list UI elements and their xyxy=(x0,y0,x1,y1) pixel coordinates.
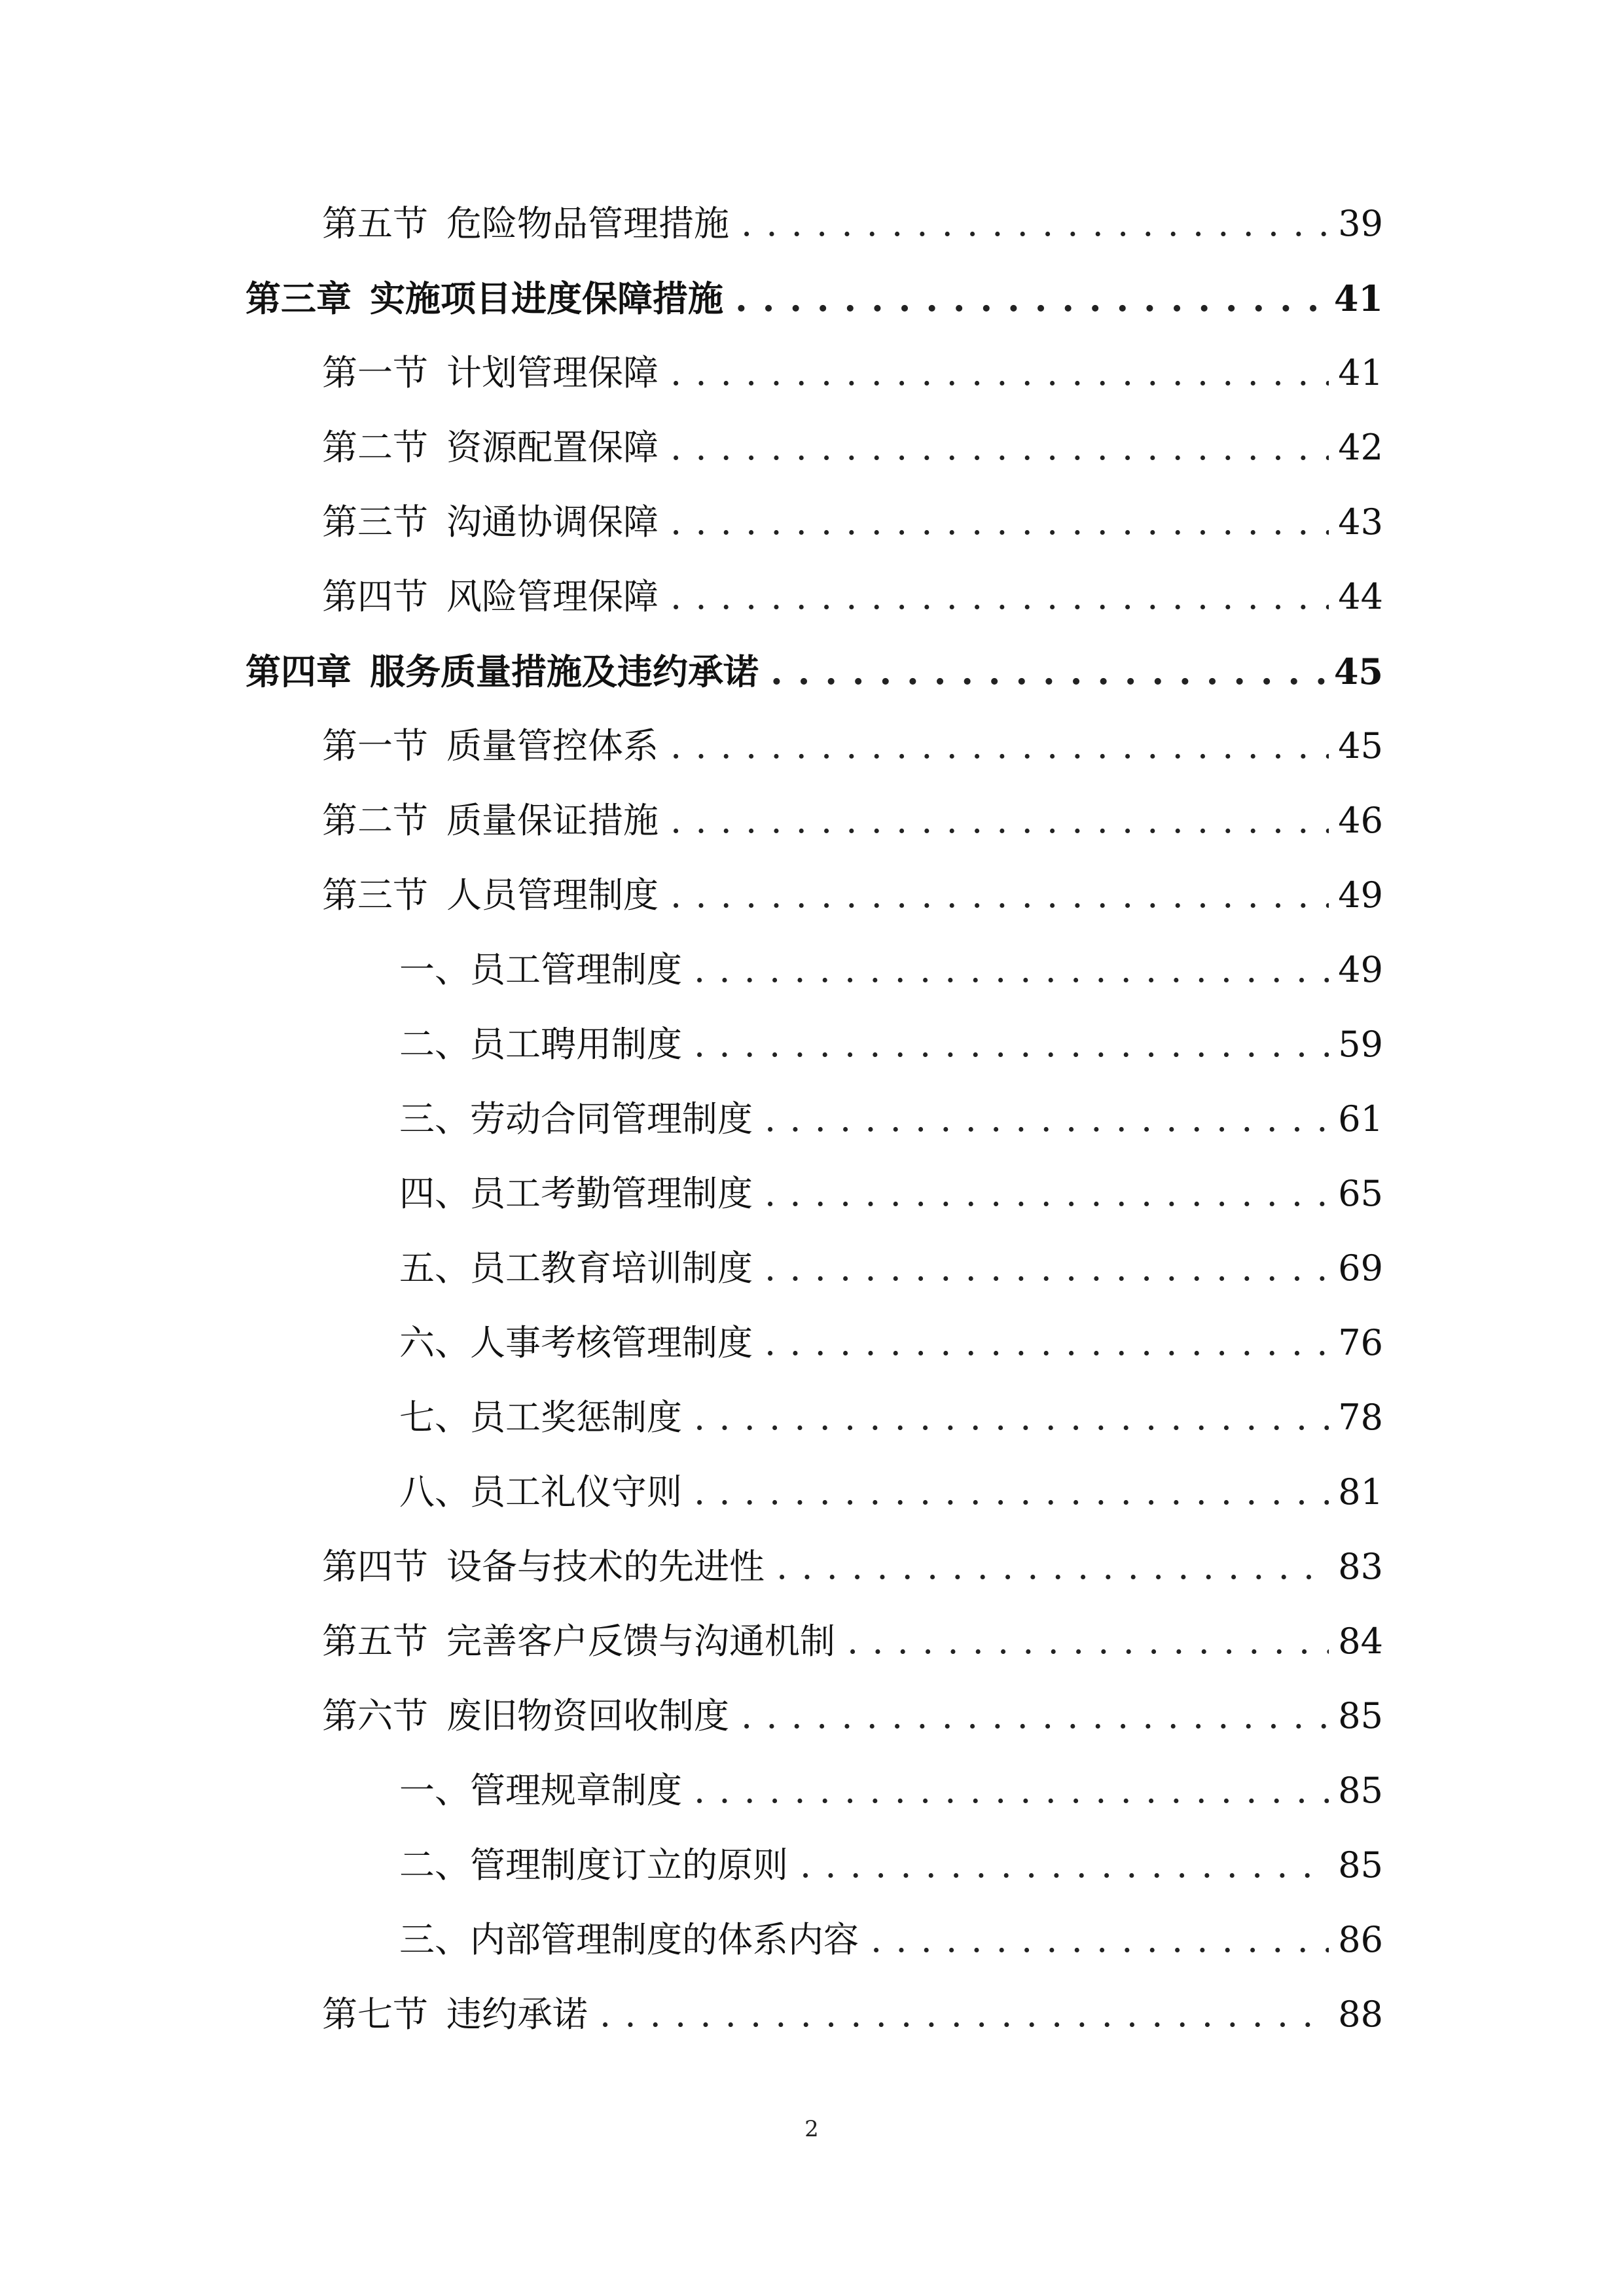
toc-entry-label xyxy=(322,1615,835,1668)
toc-entry-page: 83 xyxy=(1338,1546,1383,1587)
toc-entry-title: 违约承诺 xyxy=(446,1994,588,2035)
toc-entry-number: 第七节 xyxy=(322,1994,428,2035)
toc-subsection-entry[interactable] xyxy=(399,1242,1383,1295)
toc-entry-page: 85 xyxy=(1338,1770,1383,1811)
toc-dot-leader xyxy=(765,1317,1329,1369)
toc-subsection-entry[interactable] xyxy=(399,1914,1383,1966)
toc-subsection-entry[interactable] xyxy=(399,1317,1383,1369)
toc-entry-label xyxy=(322,347,659,399)
toc-section-entry[interactable] xyxy=(322,571,1383,623)
toc-section-entry[interactable] xyxy=(322,1988,1383,2041)
toc-entry-page: 49 xyxy=(1338,949,1383,990)
toc-dot-leader xyxy=(694,1466,1329,1518)
toc-section-entry[interactable] xyxy=(322,347,1383,399)
toc-chapter-entry[interactable] xyxy=(245,645,1383,698)
toc-entry-title: 三、劳动合同管理制度 xyxy=(399,1098,753,1139)
toc-entry-title: 危险物品管理措施 xyxy=(446,203,729,244)
toc-dot-leader xyxy=(765,1168,1329,1220)
toc-entry-label xyxy=(399,944,682,996)
toc-entry-title: 质量管控体系 xyxy=(446,725,659,766)
toc-entry-title: 三、内部管理制度的体系内容 xyxy=(399,1919,859,1960)
toc-entry-number: 第一节 xyxy=(322,352,428,393)
toc-entry-label xyxy=(322,1988,588,2041)
toc-entry-page: 39 xyxy=(1338,203,1383,244)
toc-section-entry[interactable] xyxy=(322,720,1383,772)
toc-dot-leader xyxy=(871,1914,1329,1966)
toc-entry-page: 42 xyxy=(1338,427,1383,468)
toc-entry-label xyxy=(399,1317,753,1369)
toc-entry-title: 四、员工考勤管理制度 xyxy=(399,1173,753,1214)
toc-entry-page: 85 xyxy=(1338,1695,1383,1736)
toc-entry-title: 七、员工奖惩制度 xyxy=(399,1397,682,1438)
toc-entry-title: 实施项目进度保障措施 xyxy=(370,278,723,319)
toc-chapter-entry[interactable] xyxy=(245,272,1383,325)
toc-entry-label xyxy=(322,422,659,474)
toc-entry-page: 59 xyxy=(1338,1024,1383,1065)
toc-entry-title: 设备与技术的先进性 xyxy=(446,1546,765,1587)
toc-dot-leader xyxy=(600,1988,1329,2041)
toc-entry-page: 43 xyxy=(1338,501,1383,543)
toc-entry-page: 69 xyxy=(1338,1247,1383,1289)
toc-section-entry[interactable] xyxy=(322,869,1383,922)
toc-entry-page: 84 xyxy=(1338,1621,1383,1662)
toc-dot-leader xyxy=(847,1615,1329,1668)
toc-entry-page: 41 xyxy=(1338,352,1383,393)
toc-entry-number: 第六节 xyxy=(322,1695,428,1736)
toc-entry-label xyxy=(322,1690,729,1742)
toc-entry-title: 人员管理制度 xyxy=(446,874,659,916)
toc-dot-leader xyxy=(670,496,1329,548)
toc-entry-label xyxy=(322,720,659,772)
toc-entry-number: 第四节 xyxy=(322,1546,428,1587)
toc-subsection-entry[interactable] xyxy=(399,1018,1383,1071)
toc-entry-number: 第五节 xyxy=(322,203,428,244)
toc-entry-label xyxy=(322,869,659,922)
toc-entry-page: 44 xyxy=(1338,576,1383,617)
toc-entry-page: 61 xyxy=(1338,1098,1383,1139)
toc-entry-number: 第一节 xyxy=(322,725,428,766)
toc-entry-label xyxy=(399,1018,682,1071)
toc-section-entry[interactable] xyxy=(322,422,1383,474)
toc-entry-page: 76 xyxy=(1338,1322,1383,1363)
toc-entry-title: 一、员工管理制度 xyxy=(399,949,682,990)
toc-entry-number: 第四章 xyxy=(245,651,352,692)
toc-section-entry[interactable] xyxy=(322,795,1383,847)
toc-entry-label xyxy=(399,1765,682,1817)
toc-entry-title: 完善客户反馈与沟通机制 xyxy=(446,1621,835,1662)
toc-entry-title: 五、员工教育培训制度 xyxy=(399,1247,753,1289)
toc-dot-leader xyxy=(670,720,1329,772)
toc-subsection-entry[interactable] xyxy=(399,1765,1383,1817)
toc-entry-page: 88 xyxy=(1338,1994,1383,2035)
toc-entry-number: 第三章 xyxy=(245,278,352,319)
toc-entry-label xyxy=(322,198,729,250)
toc-section-entry[interactable] xyxy=(322,1690,1383,1742)
toc-entry-page: 45 xyxy=(1333,651,1383,692)
toc-entry-title: 一、管理规章制度 xyxy=(399,1770,682,1811)
toc-entry-page: 81 xyxy=(1338,1471,1383,1513)
toc-entry-number: 第三节 xyxy=(322,874,428,916)
toc-entry-label xyxy=(399,1914,859,1966)
toc-dot-leader xyxy=(670,422,1329,474)
toc-section-entry[interactable] xyxy=(322,496,1383,548)
toc-entry-label xyxy=(399,1168,753,1220)
toc-entry-label xyxy=(245,645,759,698)
toc-entry-title: 服务质量措施及违约承诺 xyxy=(370,651,759,692)
toc-entry-label xyxy=(399,1466,682,1518)
toc-entry-number: 第二节 xyxy=(322,800,428,841)
toc-section-entry[interactable] xyxy=(322,1615,1383,1668)
toc-entry-label xyxy=(399,1242,753,1295)
toc-entry-page: 45 xyxy=(1338,725,1383,766)
toc-subsection-entry[interactable] xyxy=(399,1466,1383,1518)
toc-dot-leader xyxy=(670,571,1329,623)
toc-entry-title: 二、管理制度订立的原则 xyxy=(399,1844,788,1886)
toc-entry-title: 沟通协调保障 xyxy=(446,501,659,543)
toc-dot-leader xyxy=(670,347,1329,399)
toc-entry-label xyxy=(399,1839,788,1892)
toc-entry-title: 质量保证措施 xyxy=(446,800,659,841)
toc-dot-leader xyxy=(670,869,1329,922)
toc-entry-page: 78 xyxy=(1338,1397,1383,1438)
toc-entry-title: 六、人事考核管理制度 xyxy=(399,1322,753,1363)
toc-entry-number: 第三节 xyxy=(322,501,428,543)
toc-entry-page: 41 xyxy=(1333,278,1383,319)
toc-entry-label xyxy=(322,795,659,847)
toc-subsection-entry[interactable] xyxy=(399,1093,1383,1145)
toc-entry-title: 八、员工礼仪守则 xyxy=(399,1471,682,1513)
toc-dot-leader xyxy=(741,1690,1329,1742)
toc-entry-page: 65 xyxy=(1338,1173,1383,1214)
page-number: 2 xyxy=(804,2116,819,2142)
toc-entry-title: 废旧物资回收制度 xyxy=(446,1695,729,1736)
toc-entry-label xyxy=(399,1093,753,1145)
toc-dot-leader xyxy=(770,645,1325,698)
toc-entry-page: 46 xyxy=(1338,800,1383,841)
toc-section-entry[interactable] xyxy=(322,1541,1383,1593)
toc-dot-leader xyxy=(694,944,1329,996)
toc-entry-page: 49 xyxy=(1338,874,1383,916)
toc-dot-leader xyxy=(800,1839,1329,1892)
toc-entry-page: 86 xyxy=(1338,1919,1383,1960)
toc-dot-leader xyxy=(741,198,1329,250)
toc-entry-label xyxy=(322,571,659,623)
toc-entry-title: 计划管理保障 xyxy=(446,352,659,393)
toc-subsection-entry[interactable] xyxy=(399,1839,1383,1892)
toc-dot-leader xyxy=(735,272,1325,325)
toc-subsection-entry[interactable] xyxy=(399,1168,1383,1220)
toc-entry-title: 资源配置保障 xyxy=(446,427,659,468)
toc-entry-label xyxy=(399,1391,682,1444)
toc-entry-number: 第五节 xyxy=(322,1621,428,1662)
toc-entry-title: 风险管理保障 xyxy=(446,576,659,617)
toc-dot-leader xyxy=(694,1765,1329,1817)
toc-dot-leader xyxy=(765,1093,1329,1145)
toc-dot-leader xyxy=(765,1242,1329,1295)
toc-subsection-entry[interactable] xyxy=(399,1391,1383,1444)
toc-entry-number: 第四节 xyxy=(322,576,428,617)
toc-entry-label xyxy=(322,496,659,548)
toc-entry-page: 85 xyxy=(1338,1844,1383,1886)
toc-dot-leader xyxy=(670,795,1329,847)
toc-dot-leader xyxy=(694,1018,1329,1071)
toc-entry-title: 二、员工聘用制度 xyxy=(399,1024,682,1065)
toc-dot-leader xyxy=(694,1391,1329,1444)
toc-subsection-entry[interactable] xyxy=(399,944,1383,996)
toc-entry-label xyxy=(245,272,723,325)
toc-entry-label xyxy=(322,1541,765,1593)
toc-entry-number: 第二节 xyxy=(322,427,428,468)
toc-dot-leader xyxy=(776,1541,1329,1593)
toc-section-entry[interactable] xyxy=(322,198,1383,250)
